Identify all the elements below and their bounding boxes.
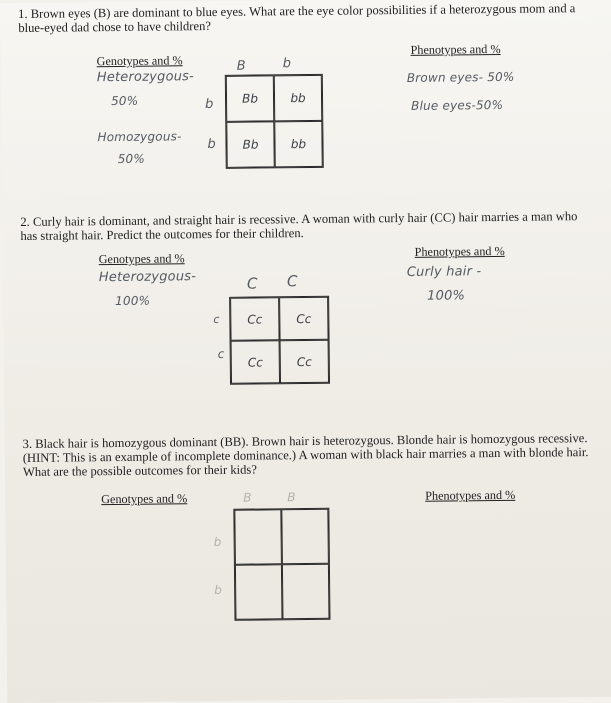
q2-punnett-square: [229, 296, 330, 385]
q2-genotype-note-2: 100%: [115, 293, 151, 309]
q1-genotypes-heading: Genotypes and %: [96, 53, 183, 69]
q2-side-allele-2: c: [217, 346, 225, 361]
q3-cell-1[interactable]: [234, 509, 282, 564]
q3-cell-2[interactable]: [281, 509, 329, 564]
q2-cell-1: Cc: [230, 297, 279, 341]
q3-punnett-square: [233, 508, 330, 621]
q2-cell-2: Cc: [279, 297, 328, 341]
q1-top-allele-1: B: [236, 58, 246, 74]
q1-phenotype-note-2: Blue eyes-50%: [411, 97, 504, 113]
q1-side-allele-2: b: [207, 136, 217, 153]
q1-genotype-note-3: Homozygous-: [97, 129, 182, 145]
q1-cell-3: Bb: [226, 121, 274, 168]
q2-side-allele-1: c: [213, 312, 220, 326]
question-1-text: 1. Brown eyes (B) are dominant to blue eyes. What are the eye color possibilities if a heterozygous mom and a blue-eyed dad chose to have children?: [18, 1, 576, 36]
q2-phenotype-note-2: 100%: [427, 288, 466, 304]
q1-phenotype-note-1: Brown eyes- 50%: [406, 69, 515, 85]
q1-phenotypes-heading: Phenotypes and %: [410, 41, 501, 57]
q1-cell-1: Bb: [226, 75, 274, 122]
q3-genotypes-heading: Genotypes and %: [101, 491, 188, 507]
q2-top-allele-1: C: [246, 274, 258, 293]
q1-genotype-note-2: 50%: [110, 93, 139, 109]
q1-genotype-note-4: 50%: [117, 151, 146, 166]
q3-top-allele-1: B: [243, 490, 252, 505]
q1-cell-2: bb: [274, 75, 322, 122]
q3-top-allele-2: B: [287, 490, 296, 505]
q3-side-allele-1: b: [213, 534, 222, 549]
q2-cell-3: Cc: [231, 340, 280, 384]
q1-punnett-square: [225, 74, 324, 169]
q3-side-allele-2: b: [214, 582, 223, 597]
question-2-text: 2. Curly hair is dominant, and straight hair is recessive. A woman with curly hair (CC) hair marries a man who has straight hair. Predict the outcomes for their children.: [20, 209, 578, 243]
question-3-text: 3. Black hair is homozygous dominant (BB). Brown hair is heterozygous. Blonde hair is homozygous recessive. (HINT: This is an example of incomplete dominance.) A woman with black hair marries a man with blonde hair. What are the possible outcomes for their kids?: [22, 431, 589, 479]
q2-top-allele-2: C: [286, 272, 298, 291]
q2-phenotype-note-1: Curly hair -: [406, 264, 482, 280]
q3-cell-4[interactable]: [282, 564, 330, 619]
q2-genotypes-heading: Genotypes and %: [98, 251, 185, 267]
q1-genotype-note-1: Heterozygous-: [96, 69, 195, 86]
q3-cell-3[interactable]: [235, 564, 283, 619]
q2-cell-4: Cc: [280, 340, 329, 384]
q2-phenotypes-heading: Phenotypes and %: [414, 243, 505, 259]
q3-phenotypes-heading: Phenotypes and %: [425, 487, 516, 503]
q2-genotype-note-1: Heterozygous-: [98, 269, 197, 286]
q1-side-allele-1: b: [205, 96, 214, 113]
q1-top-allele-2: b: [282, 56, 292, 72]
q1-cell-4: bb: [274, 121, 322, 168]
